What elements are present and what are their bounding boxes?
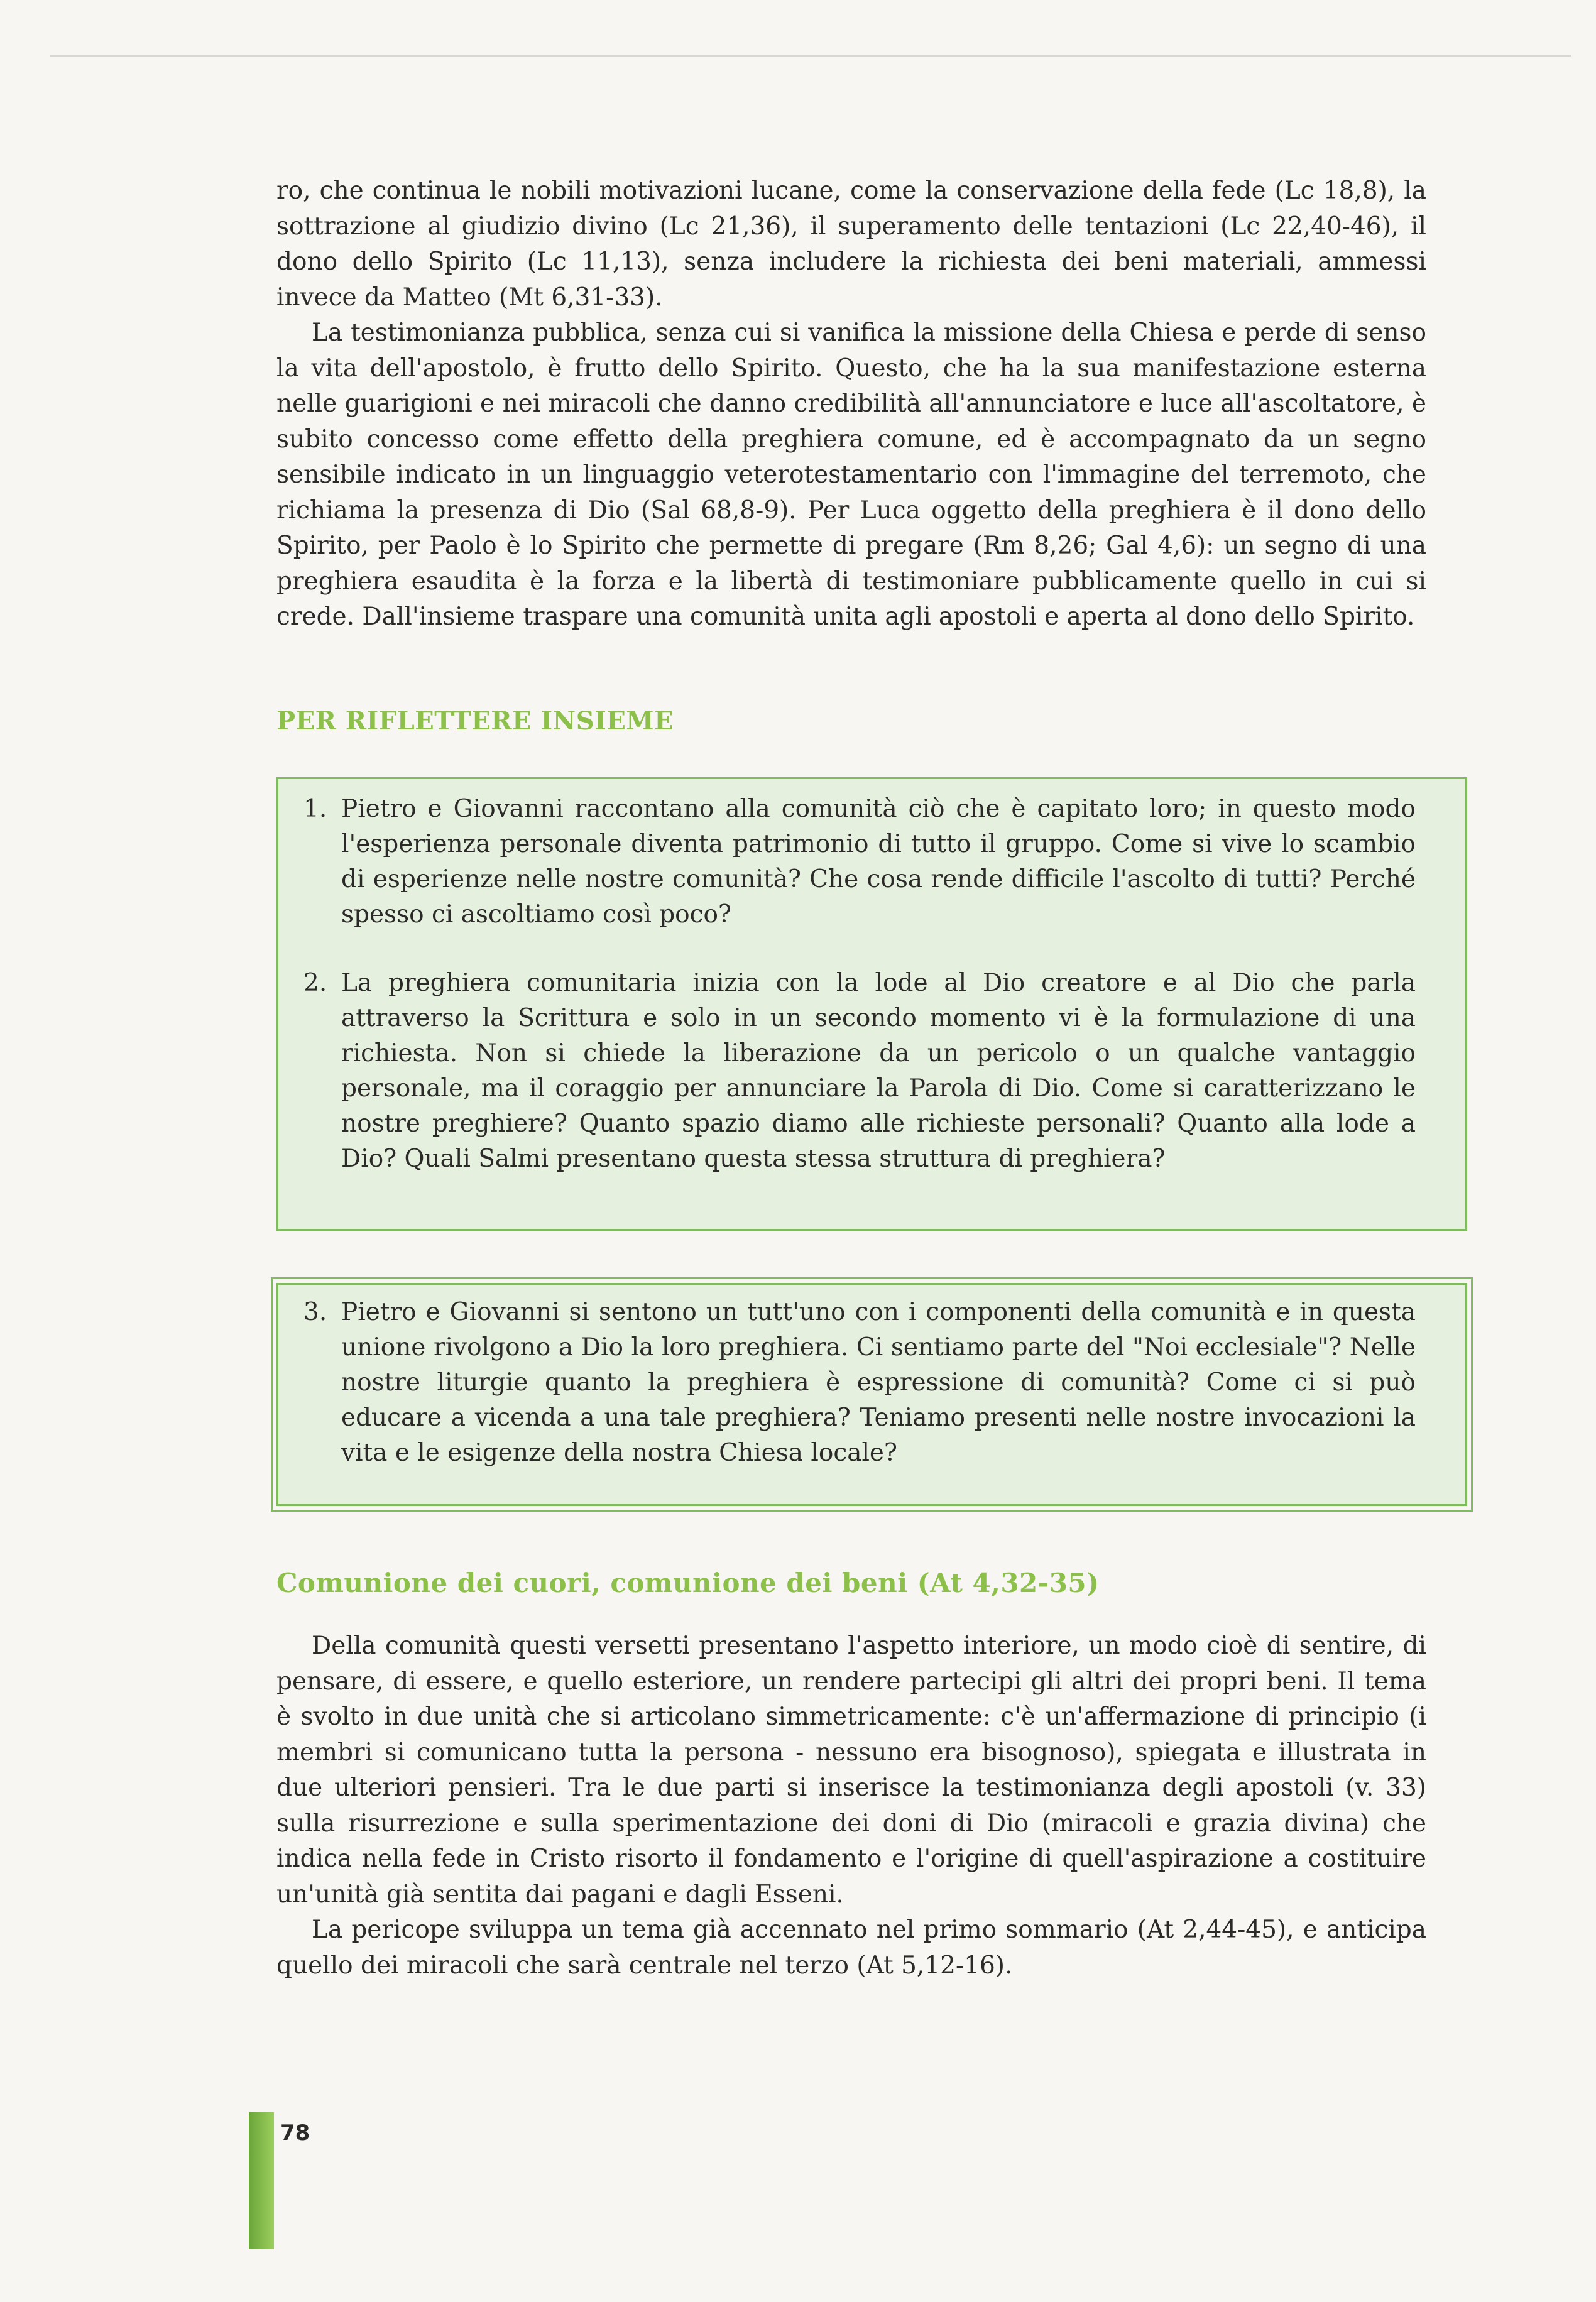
body-text-bottom bbox=[276, 1628, 1426, 1983]
question-number: 2. bbox=[303, 969, 327, 997]
question-text: Pietro e Giovanni raccontano alla comunità ciò che è capitato loro; in questo modo l'esperienza personale diventa patrimonio di tutto il gruppo. Come si vive lo scambio di esperienze nelle nostre comunità? Che cosa rende difficile l'ascolto di tutti? Perché spesso ci ascoltiamo così poco? bbox=[341, 795, 1416, 929]
section-heading-communion: Comunione dei cuori, comunione dei beni (At 4,32-35) bbox=[276, 1568, 1100, 1598]
questions-box bbox=[276, 777, 1467, 1231]
question-number: 3. bbox=[303, 1298, 327, 1326]
question-item bbox=[303, 792, 1416, 932]
body-text-top bbox=[276, 173, 1426, 635]
question-item bbox=[303, 966, 1416, 1177]
paragraph: La pericope sviluppa un tema già accennato nel primo sommario (At 2,44-45), e anticipa quello dei miracoli che sarà centrale nel terzo (At 5,12-16). bbox=[276, 1916, 1426, 1980]
questions-box bbox=[276, 1283, 1467, 1506]
question-item bbox=[303, 1295, 1416, 1471]
page-number: 78 bbox=[280, 2120, 310, 2146]
paragraph: La testimonianza pubblica, senza cui si vanifica la missione della Chiesa e perde di senso la vita dell'apostolo, è frutto dello Spirito. Questo, che ha la sua manifestazione esterna nelle guarigioni e nei miracoli che danno credibilità all'annunciatore e luce all'ascoltatore, è subito concesso come effetto della preghiera comune, ed è accompagnato da un segno sensibile indicato in un linguaggio veterotestamentario con l'immagine del terremoto, che richiama la presenza di Dio (Sal 68,8-9). Per Luca oggetto della preghiera è il dono dello Spirito, per Paolo è lo Spirito che permette di pregare (Rm 8,26; Gal 4,6): un segno di una preghiera esaudita è la forza e la libertà di testimoniare pubblicamente quello in cui si crede. Dall'insieme traspare una comunità unita agli apostoli e aperta al dono dello Spirito. bbox=[276, 319, 1426, 631]
section-heading-reflect: PER RIFLETTERE INSIEME bbox=[276, 706, 674, 736]
paragraph: ro, che continua le nobili motivazioni lucane, come la conservazione della fede (Lc 18,8), la sottrazione al giudizio divino (Lc 21,36), il superamento delle tentazioni (Lc 22,40-46), il dono dello Spirito (Lc 11,13), senza includere la richiesta dei beni materiali, ammessi invece da Matteo (Mt 6,31-33). bbox=[276, 177, 1426, 312]
question-text: La preghiera comunitaria inizia con la lode al Dio creatore e al Dio che parla attraverso la Scrittura e solo in un secondo momento vi è la formulazione di una richiesta. Non si chiede la liberazione da un pericolo o un qualche vantaggio personale, ma il coraggio per annunciare la Parola di Dio. Come si caratterizzano le nostre preghiere? Quanto spazio diamo alle richieste personali? Quanto alla lode a Dio? Quali Salmi presentano questa stessa struttura di preghiera? bbox=[341, 969, 1416, 1173]
paragraph: Della comunità questi versetti presentano l'aspetto interiore, un modo cioè di sentire, di pensare, di essere, e quello esteriore, un rendere partecipi gli altri dei propri beni. Il tema è svolto in due unità che si articolano simmetricamente: c'è un'affermazione di principio (i membri si comunicano tutta la persona - nessuno era bisognoso), spiegata e illustrata in due ulteriori pensieri. Tra le due parti si inserisce la testimonianza degli apostoli (v. 33) sulla risurrezione e sulla sperimentazione dei doni di Dio (miracoli e grazia divina) che indica nella fede in Cristo risorto il fondamento e l'origine di quell'aspirazione a costituire un'unità già sentita dai pagani e dagli Esseni. bbox=[276, 1632, 1426, 1909]
page-number-bar bbox=[249, 2112, 274, 2249]
page-edge bbox=[50, 55, 1571, 57]
question-text: Pietro e Giovanni si sentono un tutt'uno con i componenti della comunità e in questa unione rivolgono a Dio la loro preghiera. Ci sentiamo parte del "Noi ecclesiale"? Nelle nostre liturgie quanto la preghiera è espressione di comunità? Come ci si può educare a vicenda a una tale preghiera? Teniamo presenti nelle nostre invocazioni la vita e le esigenze della nostra Chiesa locale? bbox=[341, 1298, 1416, 1467]
question-number: 1. bbox=[303, 795, 327, 823]
